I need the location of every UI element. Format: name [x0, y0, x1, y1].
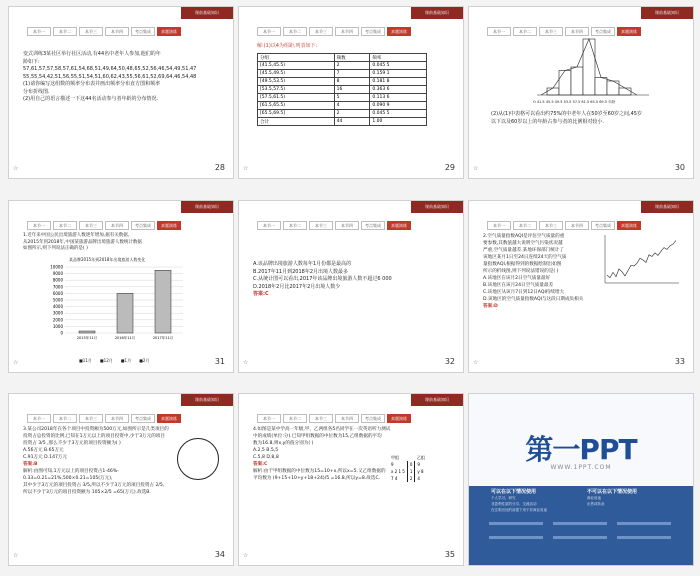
header-band: 课前基础知识 [411, 7, 463, 19]
link-line[interactable] [553, 522, 607, 525]
text-line: (1)请你编写这组数的频率分布表并画出频率分布直方图和频率 [23, 81, 161, 87]
table-row [258, 78, 427, 86]
histogram-bar [619, 88, 631, 95]
text-line: 如图所示,则下列说法正确的是( ) [23, 246, 88, 251]
solution-line: 平均数为 (9+15+10+y+18+24)/5 =16.8,所以y=8.故选C. [253, 476, 381, 481]
table-cell: 0.045 5 [370, 62, 427, 70]
aqi-series-line [607, 241, 676, 278]
tab-2[interactable]: 本节二 [283, 27, 307, 36]
text-line: 投资占总投资的比例,已知在1万元以上的项目投资中,少于3万元的项目 [23, 434, 165, 439]
text-line: 57,61,57,57,58,57,61,54,68,51,49,64,50,48,65,52,56,46,54,49,51,47 [23, 66, 197, 72]
logo-text: 第一PPT [525, 433, 637, 466]
license-item: 在注明出处的前提下用于非商业用途 [491, 508, 547, 512]
table-row [258, 70, 427, 78]
slide-number: 30 [674, 163, 685, 172]
aqi-line-chart [601, 233, 681, 288]
table-cell: 0 [407, 461, 415, 468]
star-icon[interactable]: ☆ [243, 552, 249, 559]
x-tick-label: 2017年11月 [152, 336, 174, 340]
text-line: 投资占 3/5 ,那么不少于3万元的项目投资额为( ) [23, 441, 121, 446]
tab-3[interactable]: 本节三 [539, 221, 563, 230]
tab-4[interactable]: 本节四 [335, 27, 359, 36]
answer-label: 答案:D [483, 304, 498, 309]
text-line: 2.空气质量指数AQI是评估空气质量的重 [483, 234, 565, 239]
tab-4[interactable]: 本节四 [335, 221, 359, 230]
table-cell: 9 [391, 462, 394, 467]
slide-text [491, 111, 681, 126]
pie-chart [177, 438, 219, 480]
text-line: D.2018年2月比2017年2月出境人数少 [253, 283, 341, 290]
tab-5[interactable]: 考点集成 [591, 27, 615, 36]
table-cell: 5 [334, 94, 370, 102]
tab-1[interactable]: 本节一 [257, 221, 281, 230]
text-line: (2)从(1)中表格可以看出约75%的中老年人在50岁至60岁之间,45岁 [491, 111, 642, 117]
text-line: 1.近年来中国公民出境旅游人数逐年增加,据有关数据, [23, 233, 130, 238]
tab-4[interactable]: 本节四 [105, 27, 129, 36]
tab-1[interactable]: 本节一 [27, 414, 51, 423]
slide-thumbnail[interactable] [238, 200, 464, 373]
text-line: A.该品牌出境旅游人数每年1月份都是最高的 [253, 261, 352, 267]
text-line: D.该地区的空气质量指数AQI与这段日期成负相关 [483, 297, 584, 302]
link-line[interactable] [617, 536, 671, 539]
tab-3[interactable]: 本节三 [79, 221, 103, 230]
table-row [258, 86, 427, 94]
tab-3[interactable]: 本节三 [309, 221, 333, 230]
slide-thumbnail[interactable] [468, 6, 694, 179]
tab-1[interactable]: 本节一 [27, 221, 51, 230]
slide-thumbnail[interactable] [238, 6, 464, 179]
text-line: 以下以及60岁以上的年龄占参与者的比例相对较小. [491, 118, 604, 125]
table-cell: 0.363 6 [370, 86, 427, 94]
star-icon[interactable]: ☆ [243, 165, 249, 172]
star-icon[interactable]: ☆ [13, 359, 19, 366]
table-row [389, 468, 427, 475]
text-line: B.2017年11月到2018年2月出境人数最多 [253, 268, 349, 275]
table-cell: [61.5,65.5) [258, 102, 335, 110]
tab-4[interactable]: 本节四 [565, 27, 589, 36]
tab-3[interactable]: 本节三 [79, 414, 103, 423]
tab-6[interactable]: 真题演练 [157, 414, 181, 423]
slide-thumbnail[interactable] [468, 393, 694, 566]
header-band: 课前基础知识 [181, 201, 233, 213]
text-line: 4.如图是某中学高一年级,甲、乙两组各5名同学在一次英语听力测试 [253, 427, 391, 432]
text-line: 分布折线图. [23, 88, 50, 95]
star-icon[interactable]: ☆ [13, 552, 19, 559]
link-line[interactable] [617, 522, 671, 525]
y-tick-label: 5000 [52, 297, 63, 303]
tab-5[interactable]: 考点集成 [361, 221, 385, 230]
slide-number: 28 [214, 163, 225, 172]
text-line: 严重,空气质量越差.某地环保部门统计了 [483, 248, 565, 253]
tab-2[interactable]: 本节二 [53, 221, 77, 230]
table-cell: 0.090 9 [370, 102, 427, 110]
slide-text [23, 233, 228, 253]
table-row [258, 62, 427, 70]
histogram-bar [571, 67, 583, 95]
header-band: 课前基础知识 [181, 7, 233, 19]
star-icon[interactable]: ☆ [473, 165, 479, 172]
slide-thumbnail[interactable] [8, 393, 234, 566]
text-line: 所示的折线图,则下列说法错误的是( ) [483, 269, 559, 274]
tab-5[interactable]: 考点集成 [131, 27, 155, 36]
x-tick-label: 2015年11月 [76, 336, 98, 340]
text-line: 要参数,其数值越大说明空气污染状况越 [483, 241, 563, 246]
logo-url: WWW.1PPT.COM [550, 464, 612, 471]
tab-6[interactable]: 真题演练 [617, 221, 641, 230]
table-cell: [57.5,61.5) [258, 94, 335, 102]
y-tick-label: 2000 [52, 317, 63, 323]
table-cell: x 2 1 5 [391, 469, 405, 474]
table-header-row [389, 454, 427, 461]
y-tick-label: 4000 [52, 304, 63, 310]
bar [117, 293, 133, 333]
slide-text [253, 426, 458, 482]
legend-item: ■12月 [99, 358, 113, 363]
header-band: 课前基础知识 [181, 394, 233, 406]
slide-tabs [27, 27, 181, 36]
tab-6[interactable]: 真题演练 [157, 221, 181, 230]
text-line: 龄如下: [23, 58, 40, 65]
tab-6[interactable]: 真题演练 [157, 27, 181, 36]
slide-thumbnail[interactable] [238, 393, 464, 566]
solution-line: 解析:由于甲组数据的中位数为15=10+x,所以x=5.又乙组数据的 [253, 469, 386, 474]
tab-5[interactable]: 考点集成 [591, 221, 615, 230]
slide-tabs [27, 414, 181, 423]
answer-label: 答案:C [253, 462, 268, 467]
text-line: A.56万元 B.65万元 [23, 448, 64, 453]
slide-thumbnail[interactable] [8, 200, 234, 373]
table-row [258, 102, 427, 110]
table-cell: [41.5,45.5) [258, 62, 335, 70]
table-row [258, 118, 427, 126]
answer-label: 答案:C [253, 291, 269, 297]
slide-text [253, 261, 453, 299]
frequency-table [257, 53, 427, 126]
slide-tabs [257, 27, 411, 36]
left-column-title: 可以在以下情况使用 [491, 489, 537, 495]
histogram [533, 27, 653, 105]
table-cell: 0.159 1 [370, 70, 427, 78]
y-tick-label: 8000 [52, 277, 63, 283]
histogram-bar [547, 88, 559, 95]
slide-tabs [257, 221, 411, 230]
y-tick-label: 7000 [52, 284, 63, 290]
license-item: 个人学习、研究 [491, 496, 516, 500]
star-icon[interactable]: ☆ [473, 359, 479, 366]
text-line: 中的成绩(单位:分).已知甲组数据的中位数为15,乙组数据的平均 [253, 434, 382, 439]
bar [79, 331, 95, 333]
slide-tabs [27, 221, 181, 230]
histogram-bar [583, 39, 595, 95]
table-row [258, 94, 427, 102]
license-item: 非盈利性质的分享、交流活动 [491, 502, 537, 506]
tab-1[interactable]: 本节一 [257, 414, 281, 423]
answer-label: 答案:B [23, 462, 38, 467]
tab-3[interactable]: 本节三 [309, 414, 333, 423]
link-line[interactable] [489, 522, 543, 525]
table-cell: [65.5,69.5] [258, 110, 335, 118]
histogram-bar [559, 71, 571, 96]
legend-item: ■11月 [79, 358, 92, 363]
table-cell: [45.5,49.5) [258, 70, 335, 78]
tab-6[interactable]: 真题演练 [387, 414, 411, 423]
tab-4[interactable]: 本节四 [335, 414, 359, 423]
tab-6[interactable]: 真题演练 [617, 27, 641, 36]
text-line: 变式训练3某社区举行社区活动,有44名中老年人参加,他们的年 [23, 51, 161, 57]
table-cell: 4 [417, 476, 420, 481]
histogram-axis-label: O 41.5 45.5 49.5 53.5 57.5 61.5 65.5 69.5 年龄 [533, 100, 616, 104]
text-line: 量指数AQI,根据得到的数据绘制出如图 [483, 262, 562, 267]
table-cell: 1 [407, 468, 415, 475]
tab-1[interactable]: 本节一 [257, 27, 281, 36]
legend [79, 357, 157, 365]
bar [155, 270, 171, 333]
license-item: 出售或转卖 [587, 502, 605, 506]
tab-5[interactable]: 考点集成 [361, 27, 385, 36]
tab-3[interactable]: 本节三 [309, 27, 333, 36]
table-cell: 0.181 8 [370, 78, 427, 86]
histogram-bar [607, 81, 619, 95]
table-header-row [258, 54, 427, 62]
legend-item: ■1月 [120, 358, 132, 363]
table-row [258, 110, 427, 118]
table-cell: 合计 [258, 118, 335, 126]
link-line[interactable] [489, 536, 543, 539]
tab-2[interactable]: 本节二 [513, 27, 537, 36]
table-cell: 0.113 6 [370, 94, 427, 102]
table-header-cell: 乙组 [416, 454, 425, 460]
table-header-cell: 频率 [370, 54, 427, 62]
table-header-cell: 甲组 [391, 454, 399, 460]
star-icon[interactable]: ☆ [13, 165, 19, 172]
header-band: 课前基础知识 [641, 201, 693, 213]
table-cell: y 8 [417, 469, 424, 474]
y-tick-label: 9000 [52, 271, 63, 277]
text-line: C.91万元 D.147万元 [23, 455, 68, 460]
tab-5[interactable]: 考点集成 [131, 221, 155, 230]
text-line: 55,55,54,42,51,56,55,51,54,51,60,62,43,55,56,61,52,69,64,46,54,48 [23, 73, 197, 80]
star-icon[interactable]: ☆ [243, 359, 249, 366]
tab-2[interactable]: 本节二 [283, 414, 307, 423]
tab-1[interactable]: 本节一 [487, 221, 511, 230]
text-line: C.5,8 D.8,8 [253, 455, 279, 460]
table-cell: [53.5,57.5) [258, 86, 335, 94]
solution-line: 其中少于3万元的项目投资占 3/5,所以不少于3万元的项目投资占 2/5, [23, 483, 165, 488]
table-header-cell: 分组 [258, 54, 335, 62]
header-band: 课前基础知识 [641, 7, 693, 19]
text-line: B.该地区在该月24日空气质量最差 [483, 283, 554, 288]
link-line[interactable] [553, 536, 607, 539]
tab-3[interactable]: 本节三 [79, 27, 103, 36]
solution-line: 所以不少于3万元的项目投资额为 105×2/5 =65(万元).故选B. [23, 490, 151, 495]
table-cell: 16 [334, 86, 370, 94]
text-line: A.该地区在该月2日空气质量最好 [483, 276, 551, 281]
table-cell: 44 [334, 118, 370, 126]
tab-6[interactable]: 真题演练 [387, 27, 411, 36]
table-cell: 1.00 [370, 118, 427, 126]
text-line: 该地区某月1日至24日连续24天的空气质 [483, 255, 567, 260]
header-band: 课前基础知识 [411, 201, 463, 213]
text-line: C.该地区从该月7日到12日AQI持续增大 [483, 290, 565, 295]
right-column-title: 不可以在以下情况使用 [587, 489, 638, 495]
solution-line: 0.33=0.21=21%,500×0.21=105(万元), [23, 476, 113, 481]
tab-6[interactable]: 真题演练 [387, 221, 411, 230]
table-cell: [49.5,53.5) [258, 78, 335, 86]
table-cell: 2 [334, 62, 370, 70]
tab-5[interactable]: 考点集成 [131, 414, 155, 423]
slide-number: 29 [444, 163, 455, 172]
text-line: 3.某公司2018年在各个项目中投资额为500万元,如图所示是几类项目的 [23, 427, 169, 432]
table-row [389, 461, 427, 468]
tab-2[interactable]: 本节二 [283, 221, 307, 230]
solution-header: 解:(1)以4为组距,列表如下: [257, 43, 318, 49]
tab-2[interactable]: 本节二 [53, 27, 77, 36]
solution-line: 解析:由图可知,1万元以上的项目投资占1-46%- [23, 469, 119, 474]
text-line: 数为16.8,则x,y的值分别为( ) [253, 441, 314, 446]
y-tick-label: 3000 [52, 310, 63, 316]
tab-5[interactable]: 考点集成 [361, 414, 385, 423]
text-line: A.2,5 B.5,5 [253, 448, 279, 453]
y-tick-label: 10000 [50, 264, 63, 270]
y-tick-label: 0 [60, 330, 63, 336]
tab-3[interactable]: 本节三 [539, 27, 563, 36]
text-line: (2)用自己的语言描述一下这44名活动参与者年龄的分布情况. [23, 96, 159, 102]
tab-2[interactable]: 本节二 [53, 414, 77, 423]
tab-4[interactable]: 本节四 [105, 414, 129, 423]
license-item: 商业用途 [587, 496, 601, 500]
slide-number: 32 [444, 357, 455, 366]
slide-number: 35 [444, 550, 455, 559]
slide-number: 34 [214, 550, 225, 559]
table-cell: 8 [334, 78, 370, 86]
text-line: C.从统计图可以看出,2017年该品牌出境旅游人数不超过6 000 [253, 276, 392, 282]
bar-chart [39, 263, 189, 353]
x-tick-label: 2016年11月 [114, 336, 136, 340]
histogram-bar [595, 78, 607, 96]
slide-number: 33 [674, 357, 685, 366]
y-tick-label: 6000 [52, 290, 63, 296]
table-cell: 9 [417, 462, 420, 467]
stem-leaf-table [389, 454, 427, 482]
tab-1[interactable]: 本节一 [487, 27, 511, 36]
slide-thumbnail[interactable] [8, 6, 234, 179]
table-cell: 7 4 [391, 476, 398, 481]
table-cell: 2 [407, 475, 415, 482]
slide-number: 31 [214, 357, 225, 366]
slide-thumbnail[interactable] [468, 200, 694, 373]
table-row [389, 475, 427, 482]
legend-item: ■2月 [139, 358, 150, 363]
tab-2[interactable]: 本节二 [513, 221, 537, 230]
table-header-cell [407, 454, 415, 461]
table-cell: 2 [334, 110, 370, 118]
table-cell: 7 [334, 70, 370, 78]
y-tick-label: 1000 [52, 323, 63, 329]
header-band: 课前基础知识 [411, 394, 463, 406]
tab-4[interactable]: 本节四 [105, 221, 129, 230]
chart-title: 某品牌2015年到2018年出境旅游人数变化 [69, 257, 146, 262]
table-header-cell: 频数 [334, 54, 370, 62]
text-line: 从2015年到2018年,中国某旅游品牌出境旅游人数统计数据 [23, 239, 142, 245]
tab-4[interactable]: 本节四 [565, 221, 589, 230]
tab-1[interactable]: 本节一 [27, 27, 51, 36]
slide-tabs [487, 221, 641, 230]
table-cell: 0.045 5 [370, 110, 427, 118]
slide-text [23, 51, 223, 104]
slide-tabs [257, 414, 411, 423]
table-cell: 4 [334, 102, 370, 110]
